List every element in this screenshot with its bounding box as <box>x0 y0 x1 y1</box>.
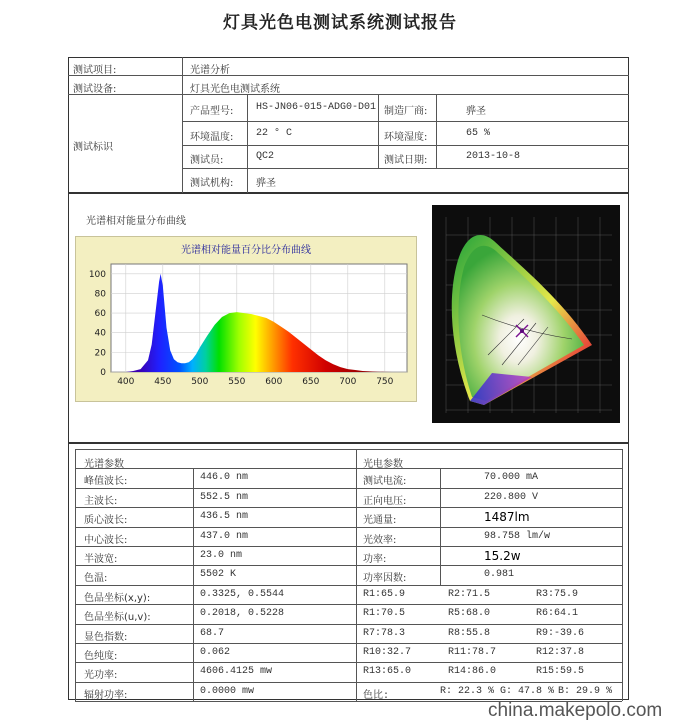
x-tick-label: 500 <box>191 377 209 387</box>
cri-value: R9:-39.6 <box>536 627 585 639</box>
humidity-value: 65 % <box>466 128 491 139</box>
optical-param-label: 质心波长: <box>84 515 128 527</box>
y-tick-label: 0 <box>100 368 106 378</box>
optical-param-value: 552.5 nm <box>200 491 249 503</box>
cri-value: R15:59.5 <box>536 666 585 678</box>
spectrum-chart <box>75 236 417 402</box>
optical-param-value: 68.7 <box>200 627 225 639</box>
date-label: 测试日期: <box>384 155 428 166</box>
chart-title: 光谱相对能量百分比分布曲线 <box>181 245 311 256</box>
cri-value: R10:32.7 <box>363 647 412 658</box>
cie-chromaticity-diagram <box>432 205 620 423</box>
electrical-param-value: 70.000 mA <box>484 472 539 484</box>
optical-param-label: 光功率: <box>84 670 118 682</box>
info-table <box>68 57 629 193</box>
optical-param-label: 辐射功率: <box>84 689 128 701</box>
model-label: 产品型号: <box>190 106 234 117</box>
cri-value: R1:65.9 <box>363 588 406 600</box>
color-ratio-ratio_g: G: 47.8 % <box>500 685 555 697</box>
optical-param-label: 峰值波长: <box>84 476 128 488</box>
y-tick-label: 100 <box>88 269 106 280</box>
humidity-label: 环境湿度: <box>384 132 428 143</box>
optical-param-value: 0.3325, 0.5544 <box>200 588 285 600</box>
electrical-param-value: 0.981 <box>484 569 515 581</box>
maker-label: 制造厂商: <box>384 106 428 117</box>
cri-value: R7:78.3 <box>363 627 406 639</box>
electrical-param-value: 220.800 V <box>484 491 539 503</box>
test-id-label: 测试标识 <box>73 142 113 153</box>
cri-value: R8:55.8 <box>448 627 491 639</box>
x-tick-label: 750 <box>376 377 394 387</box>
electrical-param-label: 正向电压: <box>363 495 407 507</box>
model-value: HS-JN06-015-ADG0-D01 <box>256 102 377 113</box>
equipment-value: 灯具光色电测试系统 <box>190 84 280 95</box>
y-tick-label: 80 <box>94 289 106 300</box>
optical-param-label: 主波长: <box>84 495 118 507</box>
electrical-param-label: 功率因数: <box>363 573 407 585</box>
tester-label: 测试员: <box>190 155 224 166</box>
temp-value: 22 ° C <box>256 128 293 139</box>
cri-value: R1:70.5 <box>363 608 406 620</box>
x-tick-label: 700 <box>339 377 357 387</box>
tester-value: QC2 <box>256 151 275 162</box>
color-ratio-ratio_b: B: 29.9 % <box>558 685 613 697</box>
date-value: 2013-10-8 <box>466 151 521 162</box>
optical-param-value: 0.0000 mw <box>200 685 255 697</box>
optical-param-value: 446.0 nm <box>200 472 249 484</box>
color-ratio-ratio_label: 色比: <box>363 690 390 702</box>
maker-value: 骅圣 <box>466 106 486 117</box>
electrical-param-value: 98.758 lm/w <box>484 530 551 542</box>
temp-label: 环境温度: <box>190 132 234 143</box>
cri-value: R11:78.7 <box>448 647 497 658</box>
electrical-param-label: 光效率: <box>363 534 397 546</box>
equipment-label: 测试设备: <box>73 84 117 95</box>
optical-param-label: 中心波长: <box>84 534 128 546</box>
y-tick-label: 40 <box>94 328 106 339</box>
report-title: 灯具光色电测试系统测试报告 <box>223 13 457 33</box>
electrical-param-value: 1487lm <box>484 510 530 525</box>
cri-value: R3:75.9 <box>536 588 579 600</box>
cri-value: R13:65.0 <box>363 666 412 678</box>
cri-value: R5:68.0 <box>448 608 491 620</box>
test-item-value: 光谱分析 <box>190 65 230 76</box>
y-tick-label: 60 <box>94 309 106 320</box>
x-tick-label: 650 <box>302 377 320 387</box>
optical-param-value: 0.062 <box>200 647 231 658</box>
test-item-label: 测试项目: <box>73 65 117 76</box>
optical-param-value: 5502 K <box>200 569 237 581</box>
optical-param-value: 0.2018, 0.5228 <box>200 608 285 620</box>
electrical-header: 光电参数 <box>363 459 403 470</box>
electrical-param-value: 15.2w <box>484 549 521 563</box>
x-tick-label: 600 <box>265 377 283 387</box>
cri-value: R12:37.8 <box>536 647 585 658</box>
org-value: 骅圣 <box>256 178 276 189</box>
cri-value: R14:86.0 <box>448 666 497 678</box>
color-ratio-ratio_r: R: 22.3 % <box>440 685 495 697</box>
optical-param-label: 显色指数: <box>84 631 128 643</box>
optical-param-value: 436.5 nm <box>200 511 249 523</box>
optical-param-label: 色品坐标(u,v): <box>84 612 151 624</box>
y-tick-label: 20 <box>94 348 106 359</box>
optical-param-label: 半波宽: <box>84 554 118 565</box>
optical-param-value: 437.0 nm <box>200 530 249 542</box>
optical-header: 光谱参数 <box>84 459 124 470</box>
spectrum-caption: 光谱相对能量分布曲线 <box>86 216 186 227</box>
org-label: 测试机构: <box>190 178 234 189</box>
watermark: china.makepolo.com <box>488 700 663 721</box>
electrical-param-label: 测试电流: <box>363 476 407 488</box>
electrical-param-label: 光通量: <box>363 515 397 527</box>
electrical-param-label: 功率: <box>363 554 387 565</box>
cri-value: R2:71.5 <box>448 588 491 600</box>
optical-param-label: 色温: <box>84 573 108 585</box>
optical-param-value: 4606.4125 mw <box>200 666 273 678</box>
x-tick-label: 550 <box>228 377 246 387</box>
x-tick-label: 400 <box>117 377 135 387</box>
optical-param-label: 色品坐标(x,y): <box>84 592 151 604</box>
optical-param-value: 23.0 nm <box>200 550 243 561</box>
x-tick-label: 450 <box>154 377 172 387</box>
cri-value: R6:64.1 <box>536 608 579 620</box>
optical-param-label: 色纯度: <box>84 651 118 662</box>
